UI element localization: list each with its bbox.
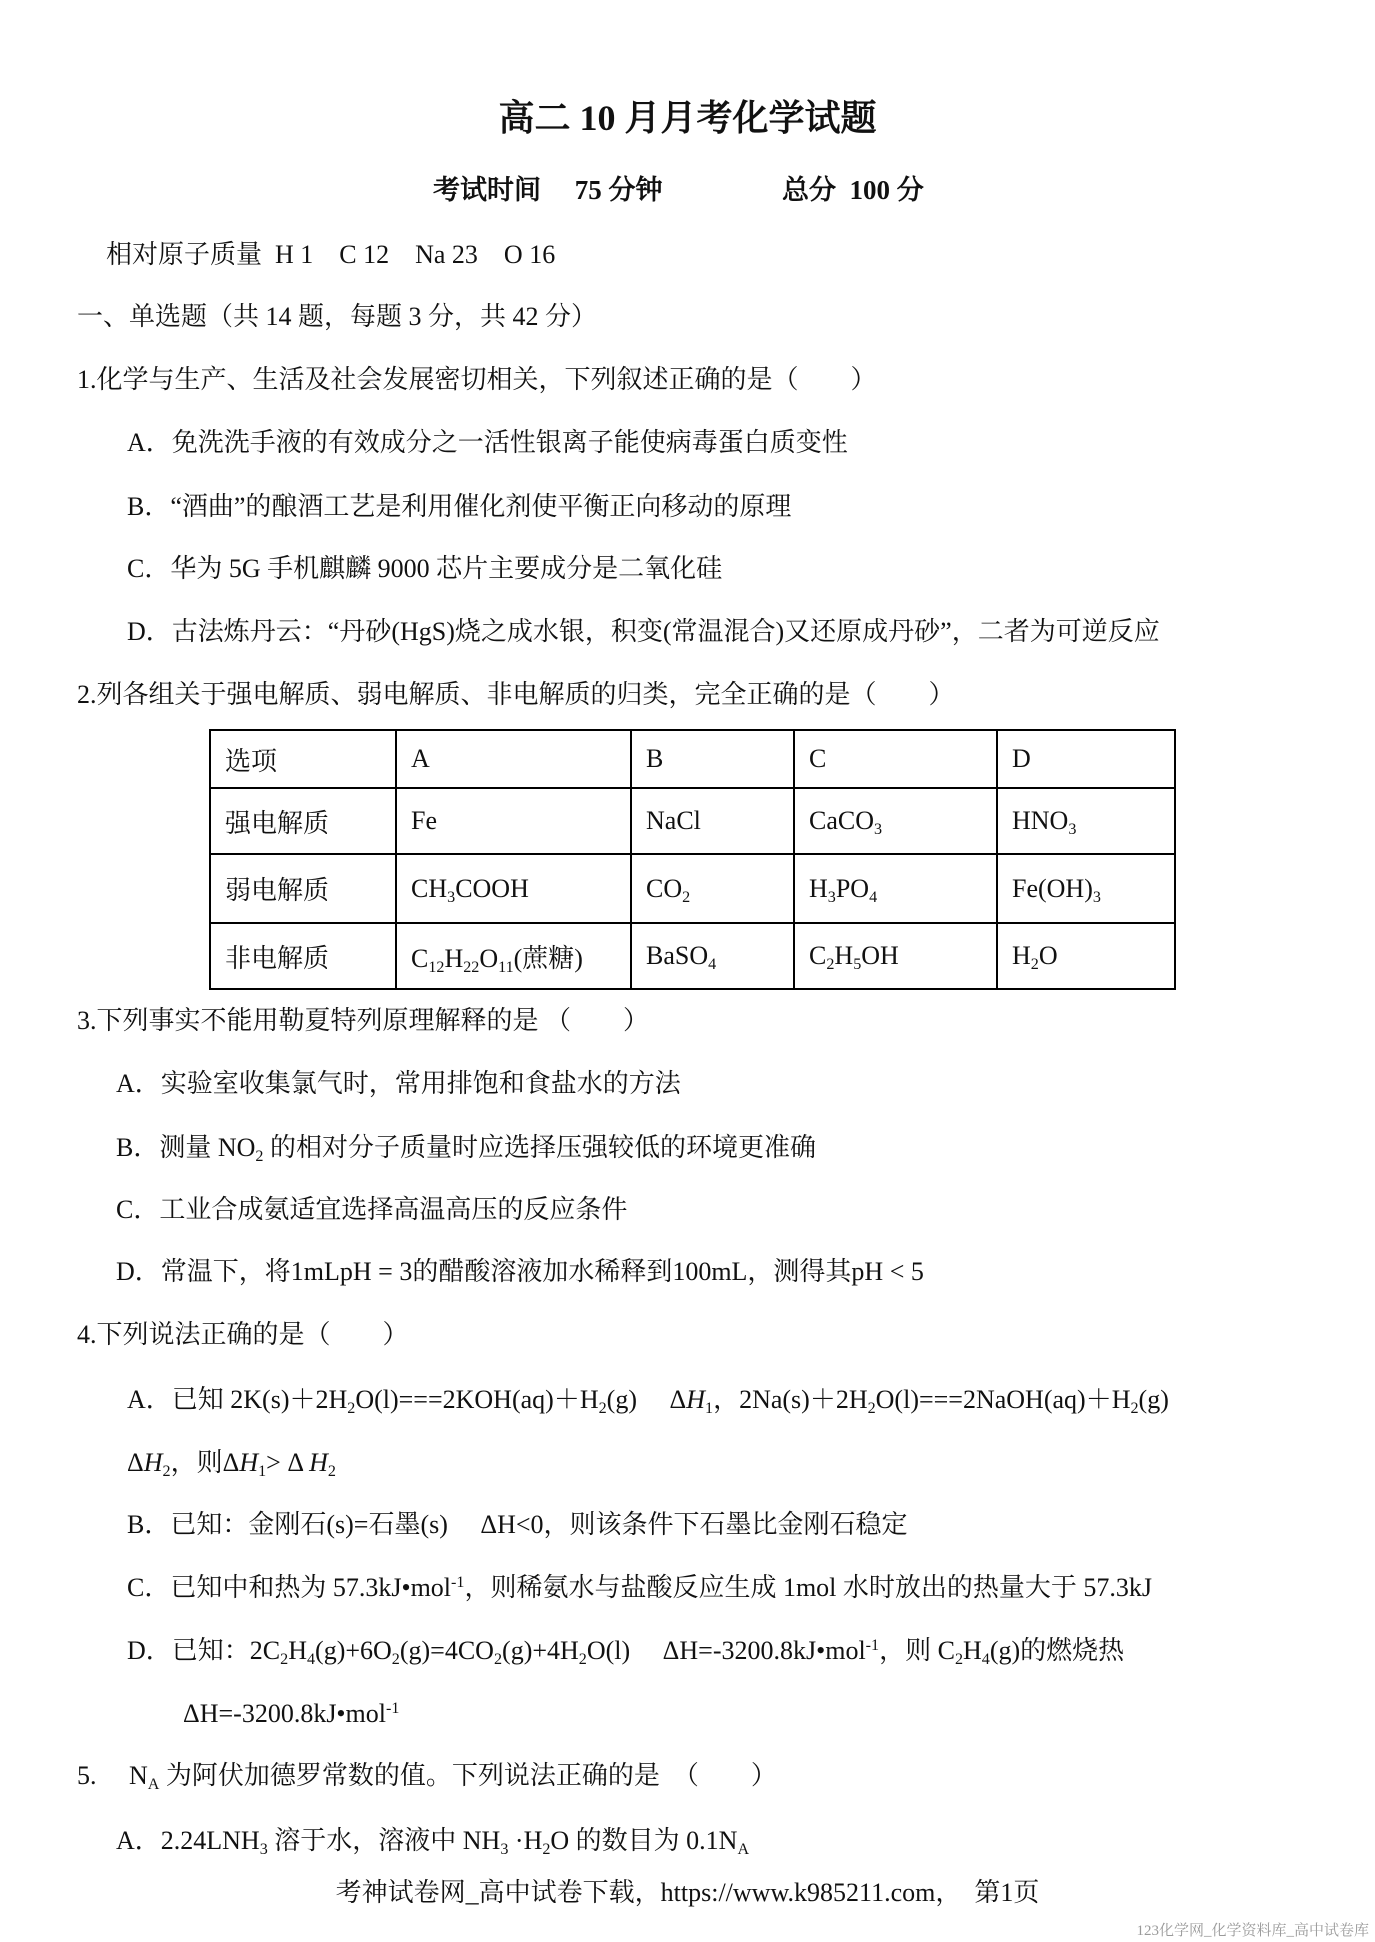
question-3-stem [77,1001,649,1041]
subscript: 2 [578,1650,587,1668]
table-cell [997,854,1175,923]
watermark: 123化学网_化学资料库_高中试卷库 [1136,1923,1369,1939]
text-run: (g)=4CO [399,1636,494,1665]
subscript: 2 [391,1650,400,1668]
subscript: 2 [493,1650,503,1668]
table-cell [631,788,794,854]
atomic-masses: 相对原子质量 H 1 C 12 Na 23 O 16 [106,240,556,269]
text-run: H [288,1636,307,1665]
text-run: O(l)===2NaOH(aq)＋H [875,1385,1131,1414]
subscript: 11 [498,958,514,976]
subscript: 2 [327,1462,336,1480]
text-run: O 的数目为 0.1N [550,1826,738,1855]
table-cell [794,788,997,854]
text-run: NaCl [646,806,701,835]
subscript: 2 [280,1650,289,1668]
subscript: 22 [463,958,480,976]
text-run: B．测量 NO [116,1133,256,1162]
text-run: C [411,943,429,973]
text-run: (g)+4H [502,1636,579,1665]
text-run: 4.下列说法正确的是（ ） [77,1320,409,1349]
text-run: CO [646,873,683,903]
text-run: O(l)===2KOH(aq)＋H [355,1385,599,1414]
question-4-option-b [127,1505,908,1545]
text-run: ，则稀氨水与盐酸反应生成 1mol 水时放出的热量大于 57.3kJ [464,1573,1153,1602]
text-run: 5. N [77,1761,148,1790]
table-cell [396,854,631,923]
electrolyte-classification-table [209,729,1176,990]
subscript: 2 [1030,955,1039,973]
section-title: 一、单选题（共 14 题，每题 3 分，共 42 分） [77,302,598,331]
subscript: 4 [708,955,717,973]
subscript: 2 [867,1399,876,1417]
text-run: A．实验室收集氯气时，常用排饱和食盐水的方法 [116,1069,681,1098]
question-5-stem [77,1756,777,1796]
page-footer: 考神试卷网_高中试卷下载，https://www.k985211.com， 第1页 [335,1878,1040,1907]
text-run: ·H [508,1826,543,1855]
text-run: H [963,1636,982,1665]
text-run: ，则Δ [170,1448,240,1477]
superscript: -1 [865,1637,880,1655]
subscript: 3 [259,1840,268,1858]
text-run: Fe [411,806,437,835]
text-run: C [809,941,827,970]
text-run: CaCO [809,806,874,835]
text-run: ，则 C [879,1636,955,1665]
question-1-option-b [127,487,791,527]
text-run: H [1012,941,1031,970]
text-run: C．已知中和热为 57.3kJ•mol [127,1573,452,1602]
table-cell [631,923,794,989]
text-run: D．古法炼丹云：“丹砂(HgS)烧之成水银，积变(常温混合)又还原成丹砂”，二者为可逆反应 [127,617,1160,646]
question-4-option-a [127,1380,1169,1420]
question-3-option-c [116,1190,627,1230]
text-run: 溶于水，溶液中 NH [267,1826,501,1855]
text-run: 的相对分子质量时应选择压强较低的环境更准确 [263,1133,816,1162]
text-run: CH [411,873,448,903]
table-cell [794,854,997,923]
subscript: A [737,1840,750,1858]
table-cell [631,854,794,923]
subscript: 2 [162,1462,171,1480]
question-4-option-a-continued [127,1443,336,1483]
text-run: C．华为 5G 手机麒麟 9000 芯片主要成分是二氧化硅 [127,554,723,583]
text-run: A．2.24LNH [116,1826,260,1855]
text-run: A．已知 2K(s)＋2H [127,1385,348,1414]
exam-time: 考试时间 75 分钟 [433,175,663,205]
subscript: 3 [447,888,456,906]
table-row [210,854,1175,923]
italic-symbol: H [239,1448,259,1477]
subscript: 4 [981,1650,990,1668]
question-1-stem [77,360,877,400]
subscript: 3 [1092,888,1101,906]
row-label: 强电解质 [210,788,396,854]
table-cell [396,923,631,989]
subscript: 2 [1130,1399,1139,1417]
subscript: 2 [682,888,691,906]
table-cell [997,788,1175,854]
question-1-option-a [127,423,848,463]
text-run: (g)+6O [315,1636,392,1665]
text-run: ，2Na(s)＋2H [713,1385,868,1414]
subscript: 1 [258,1462,267,1480]
question-3-option-b [116,1128,816,1168]
question-4-option-c [127,1568,1152,1608]
exam-title: 高二 10 月月考化学试题 [498,98,877,138]
text-run: 为阿伏加德罗常数的值。下列说法正确的是 （ ） [159,1761,777,1790]
subscript: 2 [598,1399,607,1417]
question-1-option-d [127,612,1160,652]
text-run: BaSO [646,941,709,970]
text-run: 1.化学与生产、生活及社会发展密切相关，下列叙述正确的是（ ） [77,365,877,394]
text-run: D．常温下，将1mLpH = 3的醋酸溶液加水稀释到100mL，测得其pH < 5 [116,1257,924,1286]
table-header-row [210,730,1175,788]
text-run: O [1038,941,1058,970]
text-run: O [479,943,499,973]
question-4-option-d [127,1631,1124,1671]
table-cell [794,923,997,989]
text-run: HNO [1012,806,1069,835]
text-run: C．工业合成氨适宜选择高温高压的反应条件 [116,1195,628,1224]
text-run: OH [861,941,899,970]
text-run: H [444,943,464,973]
text-run: Δ [127,1448,144,1477]
row-label: 非电解质 [210,923,396,989]
subscript: 5 [853,955,862,973]
text-run: A．免洗洗手液的有效成分之一活性银离子能使病毒蛋白质变性 [127,428,848,457]
table-row [210,923,1175,989]
subscript: 4 [869,888,878,906]
italic-symbol: H [686,1385,705,1414]
question-4-option-d-continued [183,1694,399,1734]
table-header-cell: B [631,730,794,788]
italic-symbol: H [309,1448,328,1477]
text-run: H [834,941,854,970]
subscript: 3 [1068,820,1077,838]
text-run: H [809,873,828,903]
question-5-option-a [116,1821,749,1861]
text-run: 2.列各组关于强电解质、弱电解质、非电解质的归类，完全正确的是（ ） [77,680,955,709]
text-run: 3.下列事实不能用勒夏特列原理解释的是 （ ） [77,1006,650,1035]
subscript: 4 [306,1650,316,1668]
question-3-option-d [116,1252,924,1292]
table-cell [997,923,1175,989]
total-score: 总分 100 分 [782,175,924,205]
text-run: D．已知：2C [127,1636,281,1665]
text-run: COOH [455,873,529,903]
subscript: 3 [827,888,836,906]
superscript: -1 [451,1574,465,1592]
subscript: 2 [954,1650,963,1668]
subscript: 12 [428,958,445,976]
subscript: A [147,1775,160,1793]
question-2-stem [77,675,955,715]
text-run: (g)的燃烧热 [989,1636,1125,1665]
text-run: (蔗糖) [513,943,583,973]
italic-symbol: H [143,1448,163,1477]
text-run: PO [835,873,870,903]
text-run: B．“酒曲”的酿酒工艺是利用催化剂使平衡正向移动的原理 [127,492,792,521]
question-1-option-c [127,549,722,589]
table-header-cell: D [997,730,1175,788]
subscript: 2 [542,1840,551,1858]
subscript: 2 [826,955,835,973]
superscript: -1 [386,1700,400,1718]
table-header-cell: C [794,730,997,788]
row-label: 弱电解质 [210,854,396,923]
text-run: Fe(OH) [1012,873,1093,903]
subscript: 3 [874,820,883,838]
question-4-stem [77,1315,409,1355]
text-run: O(l) ΔH=-3200.8kJ•mol [586,1636,866,1665]
text-run: ΔH=-3200.8kJ•mol [183,1699,386,1728]
table-header-cell: A [396,730,631,788]
table-cell [396,788,631,854]
text-run: > Δ [266,1448,310,1477]
table-header-cell: 选项 [210,730,396,788]
text-run: (g) Δ [606,1385,687,1414]
text-run: B．已知：金刚石(s)=石墨(s) ΔH<0，则该条件下石墨比金刚石稳定 [127,1510,908,1539]
subscript: 2 [347,1399,356,1417]
subscript: 3 [500,1840,509,1858]
subscript: 2 [255,1147,264,1165]
question-3-option-a [116,1064,681,1104]
text-run: (g) [1138,1385,1169,1414]
table-row [210,788,1175,854]
subscript: 1 [705,1399,714,1417]
